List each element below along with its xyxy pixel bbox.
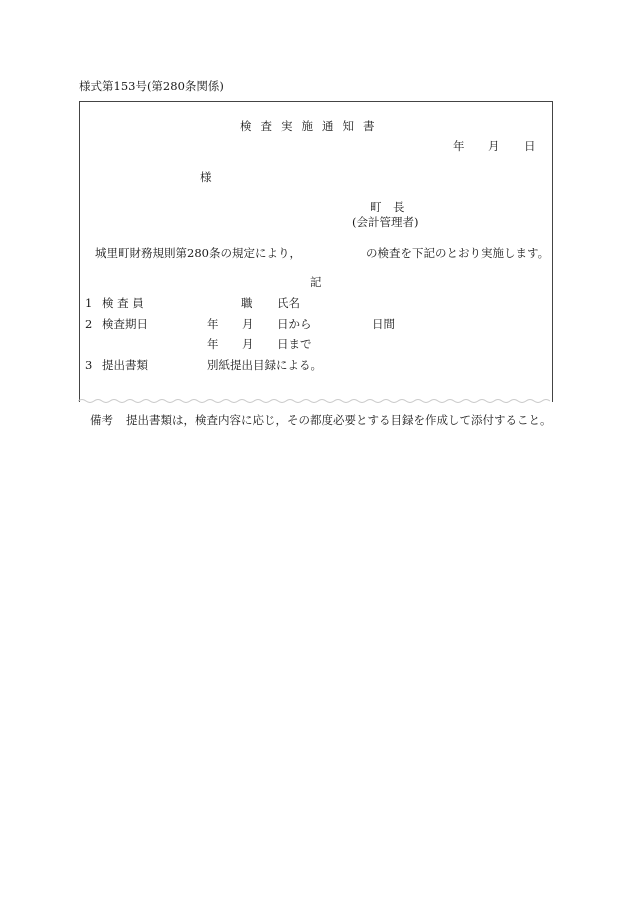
item-2-days: 日間 (372, 317, 395, 331)
torn-edge (78, 398, 554, 408)
note-label: 備考 (90, 413, 113, 427)
body-text-part2: の検査を下記のとおり実施します。 (366, 246, 550, 260)
form-number: 様式第153号(第280条関係) (79, 79, 224, 93)
item-1-number: 1 (85, 296, 93, 310)
item-3-number: 3 (85, 358, 93, 372)
item-2-number: 2 (85, 317, 93, 331)
item-2-year-to: 年 (207, 337, 219, 351)
date-year: 年 (453, 139, 465, 153)
item-2-year-from: 年 (207, 317, 219, 331)
item-2-day-from: 日から (277, 317, 312, 331)
item-3-label: 提出書類 (102, 358, 148, 372)
item-1-position: 職 (241, 296, 253, 310)
item-3-value: 別紙提出目録による。 (207, 358, 322, 372)
item-2-month-to: 月 (242, 337, 254, 351)
item-2-month-from: 月 (242, 317, 254, 331)
sender-title: 町 長 (370, 200, 405, 214)
body-text-part1: 城里町財務規則第280条の規定により， (95, 246, 301, 260)
item-2-day-to: 日まで (277, 337, 312, 351)
item-1-name: 氏名 (277, 296, 300, 310)
doc-title: 検査実施通知書 (240, 119, 384, 133)
date-day: 日 (524, 139, 536, 153)
date-month: 月 (488, 139, 500, 153)
item-2-label: 検査期日 (102, 317, 148, 331)
note-text: 提出書類は，検査内容に応じ，その都度必要とする目録を作成して添付すること。 (126, 413, 552, 427)
ki-heading: 記 (310, 275, 322, 289)
item-1-label: 検 査 員 (102, 296, 144, 310)
addressee-suffix: 様 (200, 170, 212, 184)
sender-role: (会計管理者) (352, 215, 419, 229)
